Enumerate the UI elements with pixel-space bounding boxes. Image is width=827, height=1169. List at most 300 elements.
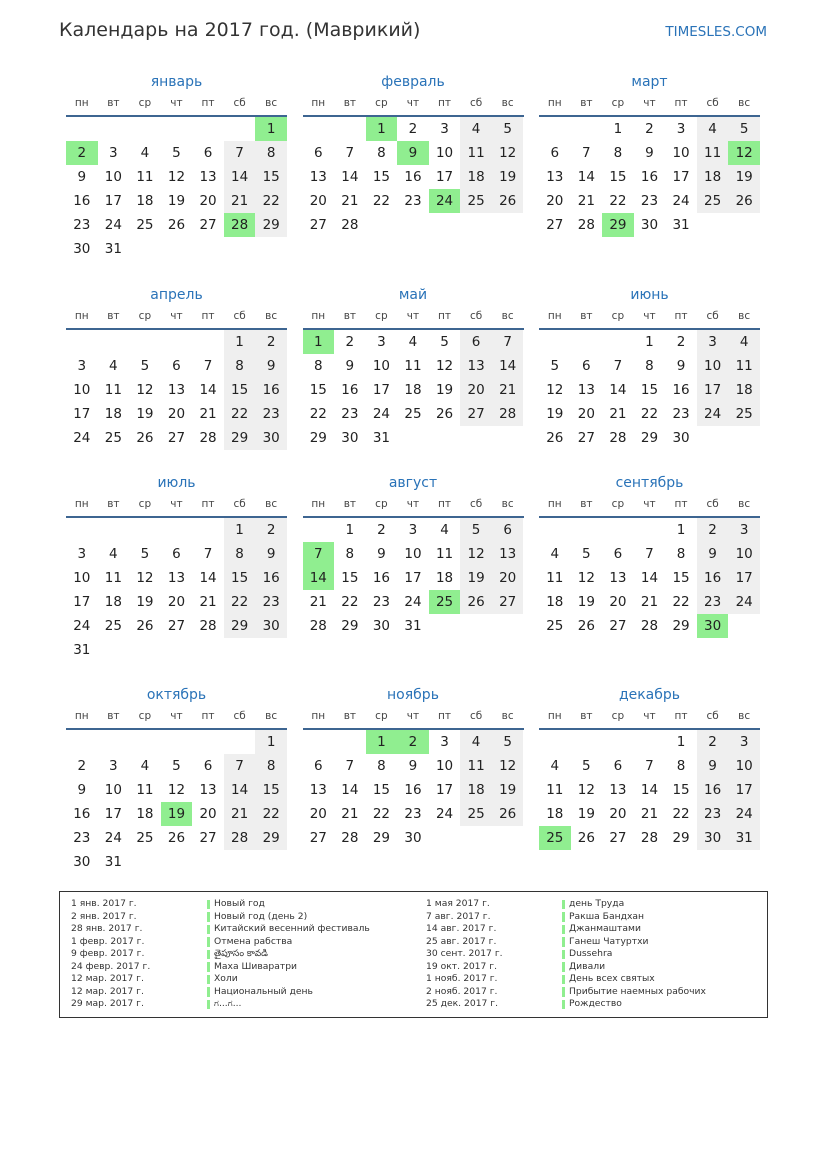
day-cell: 30 bbox=[73, 241, 91, 257]
month-10 bbox=[66, 685, 287, 874]
weekday-label: сб bbox=[233, 310, 246, 322]
day-cell: 1 bbox=[255, 117, 287, 141]
day-cell: 27 bbox=[167, 618, 186, 634]
day-cell: 16 bbox=[255, 566, 287, 590]
day-cell: 29 bbox=[255, 213, 287, 237]
day-cell: 15 bbox=[255, 778, 287, 802]
day-cell: 25 bbox=[728, 402, 760, 426]
weekday-label: чт bbox=[406, 498, 420, 510]
weekday-label: пт bbox=[201, 710, 215, 722]
month-name: май bbox=[398, 287, 428, 303]
weekday-label: сб bbox=[706, 310, 719, 322]
weekday-label: пн bbox=[547, 498, 562, 510]
holiday-name: Отмена рабства bbox=[207, 936, 292, 949]
day-cell: 29 bbox=[602, 213, 634, 237]
days-grid bbox=[539, 518, 760, 638]
weekday-label: вс bbox=[265, 310, 278, 322]
holiday-date: 24 февр. 2017 г. bbox=[71, 960, 151, 972]
day-cell: 25 bbox=[697, 189, 729, 213]
empty-cell bbox=[161, 518, 193, 542]
weekday-header bbox=[66, 706, 287, 730]
day-cell: 5 bbox=[440, 334, 449, 350]
day-cell: 17 bbox=[104, 193, 122, 209]
holiday-date: 7 авг. 2017 г. bbox=[426, 910, 491, 922]
month-row bbox=[66, 72, 760, 261]
day-cell: 30 bbox=[255, 614, 287, 638]
weekday-label: вс bbox=[738, 710, 751, 722]
day-cell: 25 bbox=[136, 830, 154, 846]
empty-cell bbox=[634, 518, 666, 542]
day-cell: 28 bbox=[640, 618, 659, 634]
day-cell: 1 bbox=[366, 730, 398, 754]
day-cell: 7 bbox=[492, 330, 524, 354]
day-cell: 3 bbox=[697, 330, 729, 354]
weekday-header bbox=[539, 706, 760, 730]
day-cell: 11 bbox=[136, 169, 154, 185]
day-cell: 10 bbox=[73, 382, 91, 398]
day-cell: 3 bbox=[77, 358, 87, 374]
day-cell: 7 bbox=[582, 145, 591, 161]
day-cell: 30 bbox=[341, 430, 359, 446]
weekday-label: вт bbox=[107, 97, 120, 109]
day-cell: 26 bbox=[435, 406, 454, 422]
month-8 bbox=[303, 473, 524, 662]
weekday-label: ср bbox=[138, 498, 152, 510]
day-cell: 24 bbox=[73, 430, 91, 446]
weekday-label: пт bbox=[201, 310, 215, 322]
day-cell: 24 bbox=[728, 590, 760, 614]
day-cell: 22 bbox=[672, 594, 690, 610]
month-row bbox=[66, 685, 760, 874]
day-cell: 27 bbox=[460, 402, 492, 426]
day-cell: 18 bbox=[104, 594, 122, 610]
day-cell: 3 bbox=[728, 518, 760, 542]
day-cell: 8 bbox=[345, 546, 355, 562]
month-name: июль bbox=[157, 475, 196, 491]
day-cell: 7 bbox=[203, 358, 213, 374]
day-cell: 26 bbox=[546, 430, 564, 446]
days-grid bbox=[539, 330, 760, 450]
day-cell: 24 bbox=[372, 406, 390, 422]
day-cell: 5 bbox=[140, 358, 150, 374]
weekday-label: вс bbox=[265, 97, 278, 109]
holiday-date: 14 авг. 2017 г. bbox=[426, 923, 497, 934]
day-cell: 26 bbox=[728, 189, 760, 213]
day-cell: 14 bbox=[341, 782, 359, 798]
days-grid bbox=[303, 518, 524, 638]
weekday-label: вс bbox=[501, 310, 514, 322]
day-cell: 25 bbox=[104, 430, 122, 446]
day-cell: 6 bbox=[613, 546, 623, 562]
day-cell: 21 bbox=[224, 802, 256, 826]
day-cell: 18 bbox=[460, 778, 492, 802]
day-cell: 20 bbox=[609, 594, 627, 610]
day-cell: 12 bbox=[167, 169, 186, 185]
day-cell: 20 bbox=[577, 406, 595, 422]
weekday-label: чт bbox=[406, 710, 420, 722]
weekday-label: вт bbox=[343, 310, 356, 322]
weekday-label: пн bbox=[547, 710, 562, 722]
day-cell: 27 bbox=[609, 830, 627, 846]
day-cell: 6 bbox=[203, 758, 213, 774]
day-cell: 27 bbox=[309, 830, 327, 846]
day-cell: 15 bbox=[372, 169, 390, 185]
day-cell: 11 bbox=[697, 141, 729, 165]
days-grid bbox=[303, 330, 524, 450]
days-grid bbox=[66, 117, 287, 261]
day-cell: 21 bbox=[309, 594, 327, 610]
month-row bbox=[66, 473, 760, 662]
days-grid bbox=[303, 730, 524, 850]
day-cell: 1 bbox=[255, 730, 287, 754]
day-cell: 17 bbox=[728, 566, 760, 590]
holiday-date: 2 янв. 2017 г. bbox=[71, 910, 137, 922]
day-cell: 4 bbox=[460, 117, 492, 141]
empty-cell bbox=[192, 518, 224, 542]
month-name: декабрь bbox=[618, 687, 681, 703]
day-cell: 20 bbox=[199, 193, 217, 209]
holiday-date: 30 сент. 2017 г. bbox=[426, 948, 503, 959]
weekday-label: вт bbox=[580, 710, 593, 722]
day-cell: 2 bbox=[676, 334, 686, 350]
day-cell: 26 bbox=[136, 430, 154, 446]
day-cell: 4 bbox=[550, 546, 560, 562]
day-cell: 16 bbox=[73, 193, 91, 209]
empty-cell bbox=[571, 518, 603, 542]
day-cell: 6 bbox=[172, 358, 181, 374]
day-cell: 4 bbox=[140, 145, 150, 161]
day-cell: 25 bbox=[429, 590, 461, 614]
empty-cell bbox=[539, 518, 571, 542]
weekday-label: вс bbox=[738, 97, 751, 109]
weekday-label: пн bbox=[311, 310, 326, 322]
day-cell: 7 bbox=[645, 758, 654, 774]
day-cell: 15 bbox=[672, 570, 690, 586]
day-cell: 22 bbox=[609, 193, 627, 209]
day-cell: 7 bbox=[613, 358, 623, 374]
day-cell: 19 bbox=[577, 806, 595, 822]
day-cell: 8 bbox=[676, 546, 686, 562]
day-cell: 29 bbox=[255, 826, 287, 850]
empty-cell bbox=[192, 730, 224, 754]
day-cell: 30 bbox=[372, 618, 390, 634]
day-cell: 12 bbox=[435, 358, 454, 374]
holiday-name: День всех святых bbox=[562, 973, 655, 986]
day-cell: 18 bbox=[104, 406, 122, 422]
holiday-name: Новый год (день 2) bbox=[207, 911, 307, 924]
day-cell: 26 bbox=[577, 618, 595, 634]
day-cell: 9 bbox=[255, 354, 287, 378]
day-cell: 12 bbox=[492, 754, 524, 778]
day-cell: 29 bbox=[224, 614, 256, 638]
empty-cell bbox=[192, 330, 224, 354]
day-cell: 3 bbox=[440, 734, 449, 750]
month-name: январь bbox=[150, 74, 203, 90]
day-cell: 26 bbox=[167, 217, 186, 233]
month-7 bbox=[66, 473, 287, 662]
day-cell: 30 bbox=[672, 430, 690, 446]
holiday-name: Ганеш Чатуртхи bbox=[562, 936, 649, 949]
empty-cell bbox=[66, 330, 98, 354]
day-cell: 21 bbox=[492, 378, 524, 402]
weekday-label: пт bbox=[674, 710, 688, 722]
day-cell: 31 bbox=[104, 241, 122, 257]
day-cell: 1 bbox=[224, 518, 256, 542]
day-cell: 25 bbox=[460, 802, 492, 826]
day-cell: 3 bbox=[408, 522, 418, 538]
empty-cell bbox=[161, 730, 193, 754]
day-cell: 26 bbox=[136, 618, 154, 634]
day-cell: 30 bbox=[697, 826, 729, 850]
empty-cell bbox=[303, 518, 335, 542]
day-cell: 9 bbox=[345, 358, 355, 374]
day-cell: 18 bbox=[404, 382, 422, 398]
weekday-header bbox=[303, 494, 524, 518]
day-cell: 19 bbox=[728, 165, 760, 189]
day-cell: 9 bbox=[697, 542, 729, 566]
day-cell: 3 bbox=[109, 758, 118, 774]
day-cell: 29 bbox=[372, 830, 390, 846]
holiday-name: Ракша Бандхан bbox=[562, 911, 644, 924]
weekday-label: ср bbox=[611, 710, 625, 722]
weekday-header bbox=[66, 93, 287, 117]
weekday-label: пн bbox=[311, 710, 326, 722]
day-cell: 14 bbox=[492, 354, 524, 378]
day-cell: 13 bbox=[492, 542, 524, 566]
days-grid bbox=[539, 117, 760, 237]
day-cell: 16 bbox=[73, 806, 91, 822]
day-cell: 27 bbox=[609, 618, 627, 634]
day-cell: 29 bbox=[224, 426, 256, 450]
day-cell: 18 bbox=[697, 165, 729, 189]
month-11 bbox=[303, 685, 524, 874]
day-cell: 2 bbox=[66, 141, 98, 165]
day-cell: 5 bbox=[582, 758, 591, 774]
empty-cell bbox=[66, 117, 98, 141]
day-cell: 17 bbox=[404, 570, 422, 586]
day-cell: 16 bbox=[372, 570, 390, 586]
day-cell: 7 bbox=[345, 145, 355, 161]
month-name: сентябрь bbox=[615, 475, 684, 491]
day-cell: 20 bbox=[546, 193, 564, 209]
empty-cell bbox=[224, 117, 256, 141]
day-cell: 13 bbox=[309, 169, 327, 185]
day-cell: 22 bbox=[341, 594, 359, 610]
day-cell: 5 bbox=[492, 117, 524, 141]
month-3 bbox=[539, 72, 760, 261]
holiday-name: ಗ...ಗ... bbox=[207, 998, 241, 1011]
day-cell: 29 bbox=[341, 618, 359, 634]
day-cell: 18 bbox=[546, 806, 564, 822]
day-cell: 28 bbox=[341, 217, 359, 233]
day-cell: 2 bbox=[345, 334, 355, 350]
day-cell: 14 bbox=[199, 570, 217, 586]
day-cell: 28 bbox=[492, 402, 524, 426]
empty-cell bbox=[602, 330, 634, 354]
day-cell: 6 bbox=[460, 330, 492, 354]
weekday-label: пт bbox=[674, 97, 688, 109]
day-cell: 31 bbox=[104, 854, 122, 870]
day-cell: 2 bbox=[255, 330, 287, 354]
empty-cell bbox=[98, 330, 130, 354]
day-cell: 28 bbox=[609, 430, 627, 446]
day-cell: 13 bbox=[609, 570, 627, 586]
day-cell: 20 bbox=[460, 378, 492, 402]
empty-cell bbox=[602, 518, 634, 542]
month-6 bbox=[539, 285, 760, 450]
day-cell: 3 bbox=[728, 730, 760, 754]
day-cell: 13 bbox=[309, 782, 327, 798]
day-cell: 1 bbox=[345, 522, 355, 538]
day-cell: 6 bbox=[313, 145, 323, 161]
day-cell: 9 bbox=[377, 546, 386, 562]
site-link[interactable]: TIMESLES.COM bbox=[665, 24, 767, 40]
day-cell: 22 bbox=[672, 806, 690, 822]
month-name: март bbox=[631, 74, 668, 90]
day-cell: 28 bbox=[341, 830, 359, 846]
day-cell: 6 bbox=[203, 145, 213, 161]
holiday-date: 9 февр. 2017 г. bbox=[71, 948, 145, 959]
empty-cell bbox=[224, 730, 256, 754]
day-cell: 6 bbox=[313, 758, 323, 774]
weekday-label: вс bbox=[738, 498, 751, 510]
days-grid bbox=[303, 117, 524, 237]
empty-cell bbox=[129, 730, 161, 754]
weekday-header bbox=[303, 706, 524, 730]
day-cell: 10 bbox=[728, 542, 760, 566]
day-cell: 27 bbox=[167, 430, 186, 446]
month-9 bbox=[539, 473, 760, 662]
day-cell: 7 bbox=[303, 542, 335, 566]
day-cell: 12 bbox=[167, 782, 186, 798]
day-cell: 25 bbox=[404, 406, 422, 422]
weekday-label: вт bbox=[343, 97, 356, 109]
day-cell: 19 bbox=[577, 594, 595, 610]
day-cell: 18 bbox=[460, 165, 492, 189]
day-cell: 28 bbox=[224, 213, 256, 237]
day-cell: 9 bbox=[645, 145, 654, 161]
day-cell: 30 bbox=[404, 830, 422, 846]
day-cell: 27 bbox=[492, 590, 524, 614]
day-cell: 15 bbox=[672, 782, 690, 798]
day-cell: 10 bbox=[73, 570, 91, 586]
day-cell: 8 bbox=[224, 542, 256, 566]
empty-cell bbox=[539, 117, 571, 141]
holiday-date: 29 мар. 2017 г. bbox=[71, 998, 144, 1009]
day-cell: 8 bbox=[255, 754, 287, 778]
day-cell: 17 bbox=[372, 382, 390, 398]
day-cell: 5 bbox=[550, 358, 560, 374]
day-cell: 22 bbox=[255, 802, 287, 826]
day-cell: 5 bbox=[460, 518, 492, 542]
day-cell: 10 bbox=[728, 754, 760, 778]
weekday-label: пн bbox=[74, 97, 89, 109]
day-cell: 1 bbox=[224, 330, 256, 354]
day-cell: 23 bbox=[404, 806, 422, 822]
day-cell: 31 bbox=[73, 642, 91, 658]
day-cell: 21 bbox=[609, 406, 627, 422]
holiday-name: Прибытие наемных рабочих bbox=[562, 986, 706, 999]
empty-cell bbox=[334, 117, 366, 141]
day-cell: 24 bbox=[104, 217, 122, 233]
day-cell: 27 bbox=[546, 217, 564, 233]
weekday-label: ср bbox=[375, 97, 388, 109]
day-cell: 17 bbox=[104, 806, 122, 822]
day-cell: 27 bbox=[309, 217, 327, 233]
day-cell: 31 bbox=[404, 618, 422, 634]
day-cell: 18 bbox=[136, 193, 154, 209]
day-cell: 2 bbox=[697, 518, 729, 542]
month-row bbox=[66, 285, 760, 450]
day-cell: 12 bbox=[728, 141, 760, 165]
weekday-label: чт bbox=[170, 97, 183, 109]
weekday-label: чт bbox=[170, 498, 183, 510]
day-cell: 10 bbox=[104, 169, 122, 185]
empty-cell bbox=[129, 117, 161, 141]
holiday-date: 12 мар. 2017 г. bbox=[71, 973, 144, 984]
day-cell: 12 bbox=[546, 382, 564, 398]
day-cell: 14 bbox=[224, 165, 256, 189]
day-cell: 8 bbox=[224, 354, 256, 378]
weekday-header bbox=[539, 93, 760, 117]
weekday-label: чт bbox=[170, 710, 183, 722]
holiday-date: 1 мая 2017 г. bbox=[426, 898, 490, 909]
day-cell: 23 bbox=[372, 594, 390, 610]
holiday-date: 1 нояб. 2017 г. bbox=[426, 973, 498, 984]
day-cell: 24 bbox=[435, 806, 454, 822]
day-cell: 6 bbox=[492, 518, 524, 542]
day-cell: 12 bbox=[136, 382, 154, 398]
day-cell: 11 bbox=[460, 754, 492, 778]
weekday-label: вс bbox=[265, 498, 278, 510]
day-cell: 19 bbox=[167, 193, 186, 209]
day-cell: 23 bbox=[672, 406, 690, 422]
empty-cell bbox=[129, 518, 161, 542]
day-cell: 28 bbox=[199, 430, 217, 446]
day-cell: 19 bbox=[546, 406, 564, 422]
day-cell: 10 bbox=[672, 145, 690, 161]
day-cell: 23 bbox=[404, 193, 422, 209]
day-cell: 23 bbox=[73, 830, 91, 846]
day-cell: 21 bbox=[577, 193, 595, 209]
day-cell: 31 bbox=[672, 217, 690, 233]
day-cell: 13 bbox=[609, 782, 627, 798]
day-cell: 8 bbox=[313, 358, 323, 374]
day-cell: 2 bbox=[77, 758, 87, 774]
holiday-date: 25 авг. 2017 г. bbox=[426, 935, 497, 947]
day-cell: 21 bbox=[341, 806, 359, 822]
day-cell: 3 bbox=[676, 121, 686, 137]
empty-cell bbox=[539, 330, 571, 354]
day-cell: 19 bbox=[136, 594, 154, 610]
day-cell: 28 bbox=[199, 618, 217, 634]
day-cell: 30 bbox=[640, 217, 659, 233]
day-cell: 8 bbox=[377, 758, 386, 774]
days-grid bbox=[66, 730, 287, 874]
day-cell: 14 bbox=[199, 382, 217, 398]
day-cell: 14 bbox=[640, 570, 659, 586]
day-cell: 17 bbox=[73, 406, 91, 422]
day-cell: 12 bbox=[136, 570, 154, 586]
day-cell: 11 bbox=[728, 354, 760, 378]
day-cell: 29 bbox=[309, 430, 327, 446]
day-cell: 11 bbox=[104, 382, 122, 398]
weekday-label: сб bbox=[233, 97, 246, 109]
day-cell: 31 bbox=[728, 826, 760, 850]
day-cell: 1 bbox=[645, 334, 654, 350]
day-cell: 15 bbox=[341, 570, 359, 586]
day-cell: 22 bbox=[372, 193, 390, 209]
